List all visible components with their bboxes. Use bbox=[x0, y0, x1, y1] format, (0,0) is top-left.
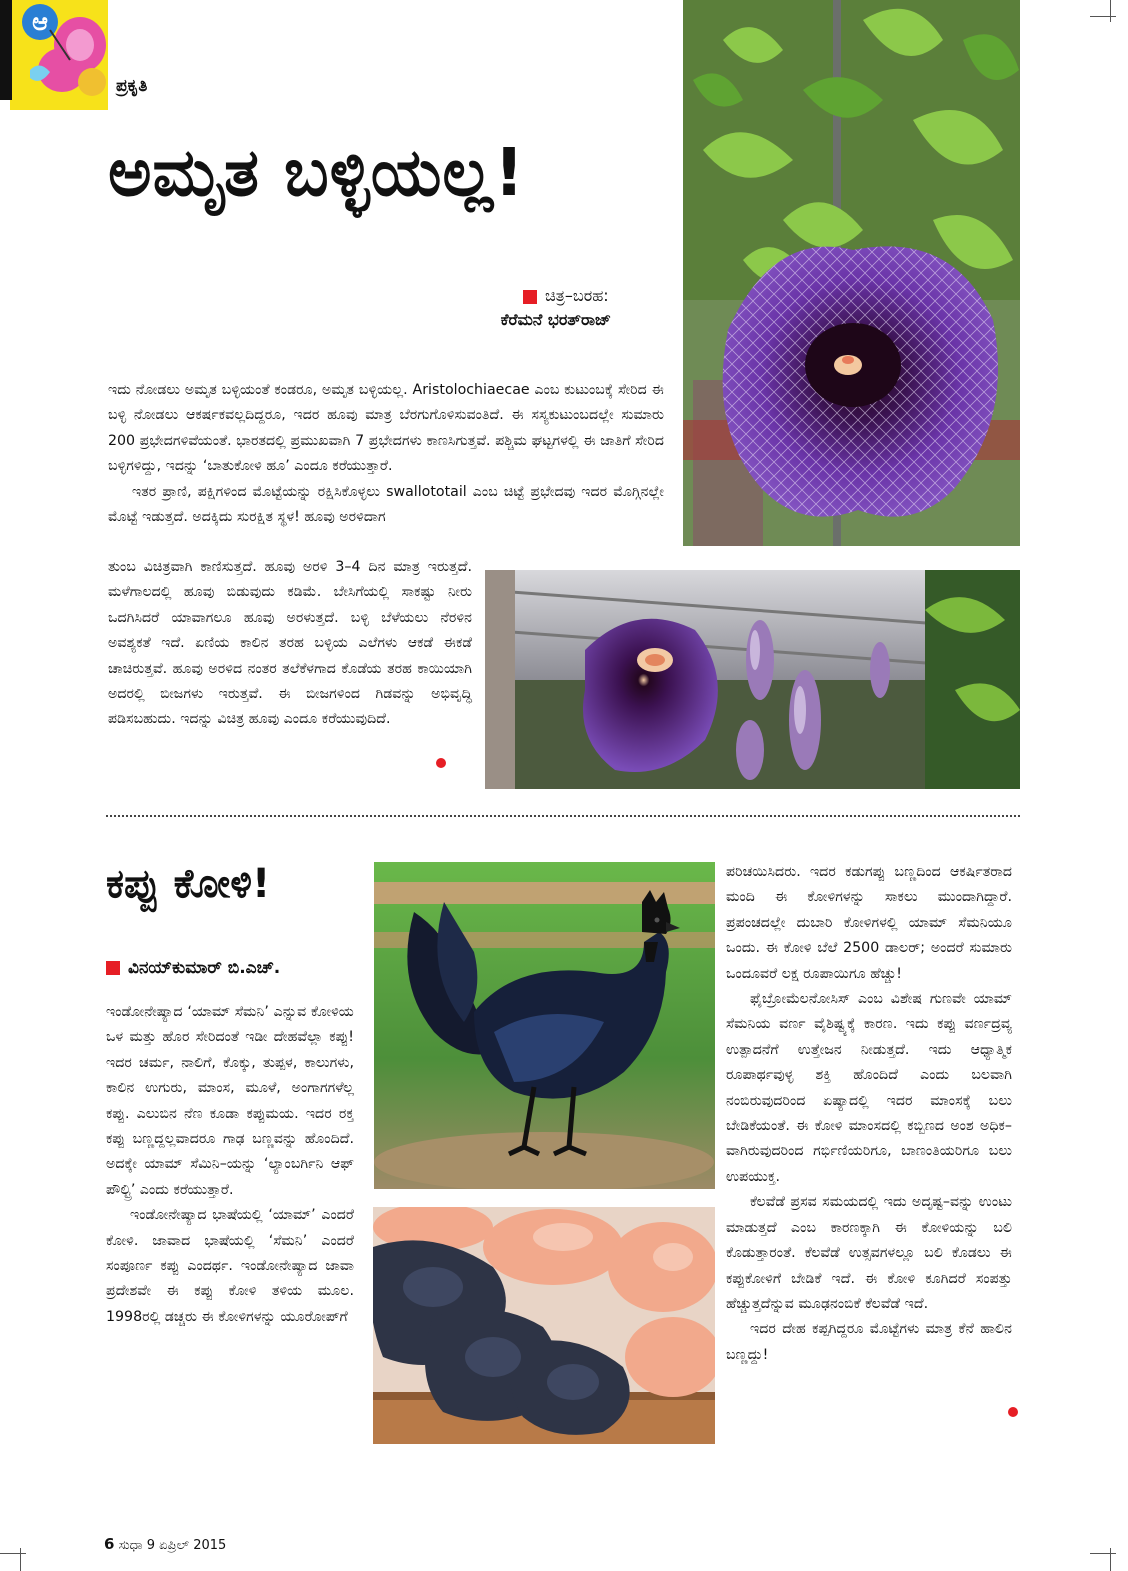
article-divider bbox=[106, 815, 1020, 817]
article1-paragraph: ತುಂಬ ವಿಚಿತ್ರವಾಗಿ ಕಾಣಿಸುತ್ತದೆ. ಹೂವು ಅರಳಿ 3–4 ದಿನ ಮಾತ್ರ ಇರುತ್ತದೆ. ಮಳೆಗಾಲದಲ್ಲಿ ಹೂವು ಬಿಡುವುದು ಕಡಿಮೆ. ಬೇಸಿಗೆಯಲ್ಲಿ ಸಾಕಷ್ಟು ನೀರು ಒದಗಿಸಿದರೆ ಯಾವಾಗಲೂ ಹೂವು ಅರಳುತ್ತದೆ. ಬಳ್ಳಿ ಬೆಳೆಯಲು ನೆರಳಿನ ಅವಶ್ಯಕತೆ ಇದೆ. ಏಣಿಯ ಕಾಲಿನ ತರಹ ಬಳ್ಳಿಯ ಎಲೆಗಳು ಆಕಡೆ ಈಕಡೆ ಚಾಚಿರುತ್ತವೆ. ಹೂವು ಅರಳಿದ ನಂತರ ತಲೆಕೆಳಗಾದ ಕೊಡೆಯ ತರಹ ಕಾಯಿಯಾಗಿ ಅದರಲ್ಲಿ ಬೀಜಗಳು ಇರುತ್ತವೆ. ಈ ಬೀಜಗಳಿಂದ ಗಿಡವನ್ನು ಅಭಿವೃದ್ಧಿ ಪಡಿಸಬಹುದು. ಇದನ್ನು ವಿಚಿತ್ರ ಹೂವು ಎಂದೂ ಕರೆಯುವುದಿದೆ. bbox=[108, 559, 472, 728]
section-label: ಪ್ರಕೃತಿ bbox=[116, 76, 148, 96]
article2-paragraph: ಫೈಬ್ರೋಮೆಲನೋಸಿಸ್ ಎಂಬ ವಿಶೇಷ ಗುಣವೇ ಯಾಮ್ ಸೆಮನಿಯ ವರ್ಣ ವೈಶಿಷ್ಟ್ಯಕ್ಕೆ ಕಾರಣ. ಇದು ಕಪ್ಪು ವರ್ಣದ್ರವ್ಯ ಉತ್ಪಾದನೆಗೆ ಉತ್ತೇಜನ ನೀಡುತ್ತದೆ. ಇದು ಆಧ್ಯಾತ್ಮಿಕ ರೂಪಾರ್ಥವುಳ್ಳ ಶಕ್ತಿ ಹೊಂದಿದೆ ಎಂದು ಬಲವಾಗಿ ನಂಬಿರುವುದರಿಂದ ಏಷ್ಯಾದಲ್ಲಿ ಇದರ ಮಾಂಸಕ್ಕೆ ಬಲು ಬೇಡಿಕೆಯಂತೆ. ಈ ಕೋಳಿ ಮಾಂಸದಲ್ಲಿ ಕಬ್ಬಿಣದ ಅಂಶ ಅಧಿಕ–ವಾಗಿರುವುದರಿಂದ ಗರ್ಭಿಣಿಯರಿಗೂ, ಬಾಣಂತಿಯರಿಗೂ ಬಲು ಉಪಯುಕ್ತ. bbox=[726, 991, 1012, 1185]
article1-body-column bbox=[108, 555, 472, 733]
byline-marker bbox=[523, 290, 537, 304]
article2-paragraph: ಇಂಡೋನೇಷ್ಯಾದ ‘ಯಾಮ್ ಸೆಮನಿ’ ಎನ್ನುವ ಕೋಳಿಯ ಒಳ ಮತ್ತು ಹೊರ ಸೇರಿದಂತೆ ಇಡೀ ದೇಹವೆಲ್ಲಾ ಕಪ್ಪು! ಇದರ ಚರ್ಮ, ನಾಲಿಗೆ, ಕೊಕ್ಕು, ತುಪ್ಪಳ, ಕಾಲುಗಳು, ಕಾಲಿನ ಉಗುರು, ಮಾಂಸ, ಮೂಳೆ, ಅಂಗಾಗಗಳೆಲ್ಲ ಕಪ್ಪು. ಎಲುಬಿನ ನೆಣ ಕೂಡಾ ಕಪ್ಪುಮಯ. ಇದರ ರಕ್ತ ಕಪ್ಪು ಬಣ್ಣದ್ದಲ್ಲವಾದರೂ ಗಾಢ ಬಣ್ಣವನ್ನು ಹೊಂದಿದೆ. ಅದಕ್ಕೇ ಯಾಮ್ ಸೆಮಿನಿ–ಯನ್ನು ‘ಲ್ಯಾಂಬರ್ಗಿನಿ ಆಫ್ ಪೌಲ್ಟ್ರಿ’ ಎಂದು ಕರೆಯುತ್ತಾರೆ. bbox=[106, 1004, 354, 1198]
article2-body-right bbox=[726, 860, 1012, 1368]
crop-mark bbox=[0, 1553, 26, 1554]
article2-headline: ಕಪ್ಪು ಕೋಳಿ! bbox=[106, 861, 271, 907]
magazine-name: ಸುಧಾ bbox=[118, 1538, 143, 1553]
crop-mark bbox=[1110, 0, 1111, 22]
page-number: 6 bbox=[104, 1535, 115, 1553]
logo-black-bar bbox=[0, 0, 12, 100]
byline-role: ಚಿತ್ರ–ಬರಹ: bbox=[545, 286, 609, 305]
byline-name: ವಿನಯ್‌ಕುಮಾರ್ ಬಿ.ಎಚ್. bbox=[128, 958, 281, 978]
issue-date: 9 ಏಪ್ರಿಲ್ 2015 bbox=[146, 1538, 227, 1553]
black-chicken-meat-photo bbox=[373, 1207, 715, 1444]
black-rooster-photo bbox=[374, 862, 715, 1189]
purple-flower-vine-photo bbox=[683, 0, 1020, 546]
svg-text:ಆ: ಆ bbox=[32, 8, 48, 36]
article2-paragraph: ಪರಿಚಯಿಸಿದರು. ಇದರ ಕಡುಗಪ್ಪು ಬಣ್ಣದಿಂದ ಆಕರ್ಷಿತರಾದ ಮಂದಿ ಈ ಕೋಳಿಗಳನ್ನು ಸಾಕಲು ಮುಂದಾಗಿದ್ದಾರೆ. ಪ್ರಪಂಚದಲ್ಲೇ ದುಬಾರಿ ಕೋಳಿಗಳಲ್ಲಿ ಯಾಮ್ ಸೆಮನಿಯೂ ಒಂದು. ಈ ಕೋಳಿ ಬೆಲೆ 2500 ಡಾಲರ್; ಅಂದರೆ ಸುಮಾರು ಒಂದೂವರೆ ಲಕ್ಷ ರೂಪಾಯಿಗೂ ಹೆಚ್ಚು! bbox=[726, 864, 1012, 982]
article2-byline bbox=[106, 958, 280, 978]
article2-paragraph: ಕೆಲವೆಡೆ ಪ್ರಸವ ಸಮಯದಲ್ಲಿ ಇದು ಅದೃಷ್ಟ–ವನ್ನು ಉಂಟು ಮಾಡುತ್ತದೆ ಎಂಬ ಕಾರಣಕ್ಕಾಗಿ ಈ ಕೋಳಿಯನ್ನು ಬಲಿ ಕೊಡುತ್ತಾರಂತೆ. ಕೆಲವೆಡೆ ಉತ್ಸವಗಳಲ್ಲೂ ಬಲಿ ಕೊಡಲು ಈ ಕಪ್ಪುಕೋಳಿಗೆ ಬೇಡಿಕೆ ಇದೆ. ಈ ಕೋಳಿ ಕೂಗಿದರೆ ಸಂಪತ್ತು ಹೆಚ್ಚುತ್ತದೆನ್ನುವ ಮೂಢನಂಬಿಕೆ ಕೆಲವೆಡೆ ಇದೆ. bbox=[726, 1194, 1012, 1312]
article2-paragraph: ಇಂಡೋನೇಷ್ಯಾದ ಭಾಷೆಯಲ್ಲಿ ‘ಯಾಮ್’ ಎಂದರೆ ಕೋಳಿ. ಜಾವಾದ ಭಾಷೆಯಲ್ಲಿ ‘ಸೆಮನಿ’ ಎಂದರೆ ಸಂಪೂರ್ಣ ಕಪ್ಪು ಎಂದರ್ಥ. ಇಂಡೋನೇಷ್ಯಾದ ಜಾವಾ ಪ್ರದೇಶವೇ ಈ ಕಪ್ಪು ಕೋಳಿ ತಳಿಯ ಮೂಲ. 1998ರಲ್ಲಿ ಡಚ್ಚರು ಈ ಕೋಳಿಗಳನ್ನು ಯೂರೋಪ್‌ಗೆ bbox=[106, 1207, 354, 1325]
crop-mark bbox=[1090, 16, 1116, 17]
article1-end-dot bbox=[436, 758, 446, 768]
crop-mark bbox=[1090, 1553, 1116, 1554]
article2-end-dot bbox=[1008, 1407, 1018, 1417]
article1-paragraph: ಇತರ ಪ್ರಾಣಿ, ಪಕ್ಷಿಗಳಿಂದ ಮೊಟ್ಟೆಯನ್ನು ರಕ್ಷಿಸಿಕೊಳ್ಳಲು swallototail ಎಂಬ ಚಿಟ್ಟೆ ಪ್ರಭೇದವು ಇದರ ಮೊಗ್ಗಿನಲ್ಲೇ ಮೊಟ್ಟೆ ಇಡುತ್ತದೆ. ಅದಕ್ಕಿದು ಸುರಕ್ಷಿತ ಸ್ಥಳ! ಹೂವು ಅರಳಿದಾಗ bbox=[108, 483, 664, 526]
article1-headline: ಅಮೃತ ಬಳ್ಳಿಯಲ್ಲ! bbox=[108, 134, 526, 211]
crop-mark bbox=[1110, 1548, 1111, 1571]
article2-paragraph: ಇದರ ದೇಹ ಕಪ್ಪಗಿದ್ದರೂ ಮೊಟ್ಟೆಗಳು ಮಾತ್ರ ಕೆನೆ ಹಾಲಿನ ಬಣ್ಣದ್ದು! bbox=[726, 1321, 1012, 1363]
byline-name: ಕೆರೆಮನೆ ಭರತ್‌ರಾಜ್ bbox=[500, 310, 611, 329]
purple-flower-hanging-pods-photo bbox=[485, 570, 1020, 789]
page-folio bbox=[104, 1535, 226, 1553]
crop-mark bbox=[20, 1548, 21, 1571]
article1-byline bbox=[500, 286, 611, 330]
article1-paragraph: ಇದು ನೋಡಲು ಅಮೃತ ಬಳ್ಳಿಯಂತೆ ಕಂಡರೂ, ಅಮೃತ ಬಳ್ಳಿಯಲ್ಲ. Aristolochiaecae ಎಂಬ ಕುಟುಂಬಕ್ಕೆ ಸೇರಿದ ಈ ಬಳ್ಳಿ ನೋಡಲು ಆಕರ್ಷಕವಲ್ಲದಿದ್ದರೂ, ಇದರ ಹೂವು ಮಾತ್ರ ಬೆರಗುಗೊಳಿಸುವಂತಿದೆ. ಈ ಸಸ್ಯಕುಟುಂಬದಲ್ಲೇ ಸುಮಾರು 200 ಪ್ರಭೇದಗಳಿವೆಯಂತೆ. ಭಾರತದಲ್ಲಿ ಪ್ರಮುಖವಾಗಿ 7 ಪ್ರಭೇದಗಳು ಕಾಣಸಿಗುತ್ತವೆ. ಪಶ್ಚಿಮ ಘಟ್ಟಗಳಲ್ಲಿ ಈ ಜಾತಿಗೆ ಸೇರಿದ ಬಳ್ಳಿಗಳಿದ್ದು, ಇದನ್ನು ‘ಬಾತುಕೋಳಿ ಹೂ’ ಎಂದೂ ಕರೆಯುತ್ತಾರೆ. bbox=[108, 382, 664, 475]
article2-body-left bbox=[106, 1000, 354, 1330]
section-logo bbox=[10, 0, 108, 110]
byline-marker bbox=[106, 961, 120, 975]
article1-body-top bbox=[108, 378, 664, 530]
